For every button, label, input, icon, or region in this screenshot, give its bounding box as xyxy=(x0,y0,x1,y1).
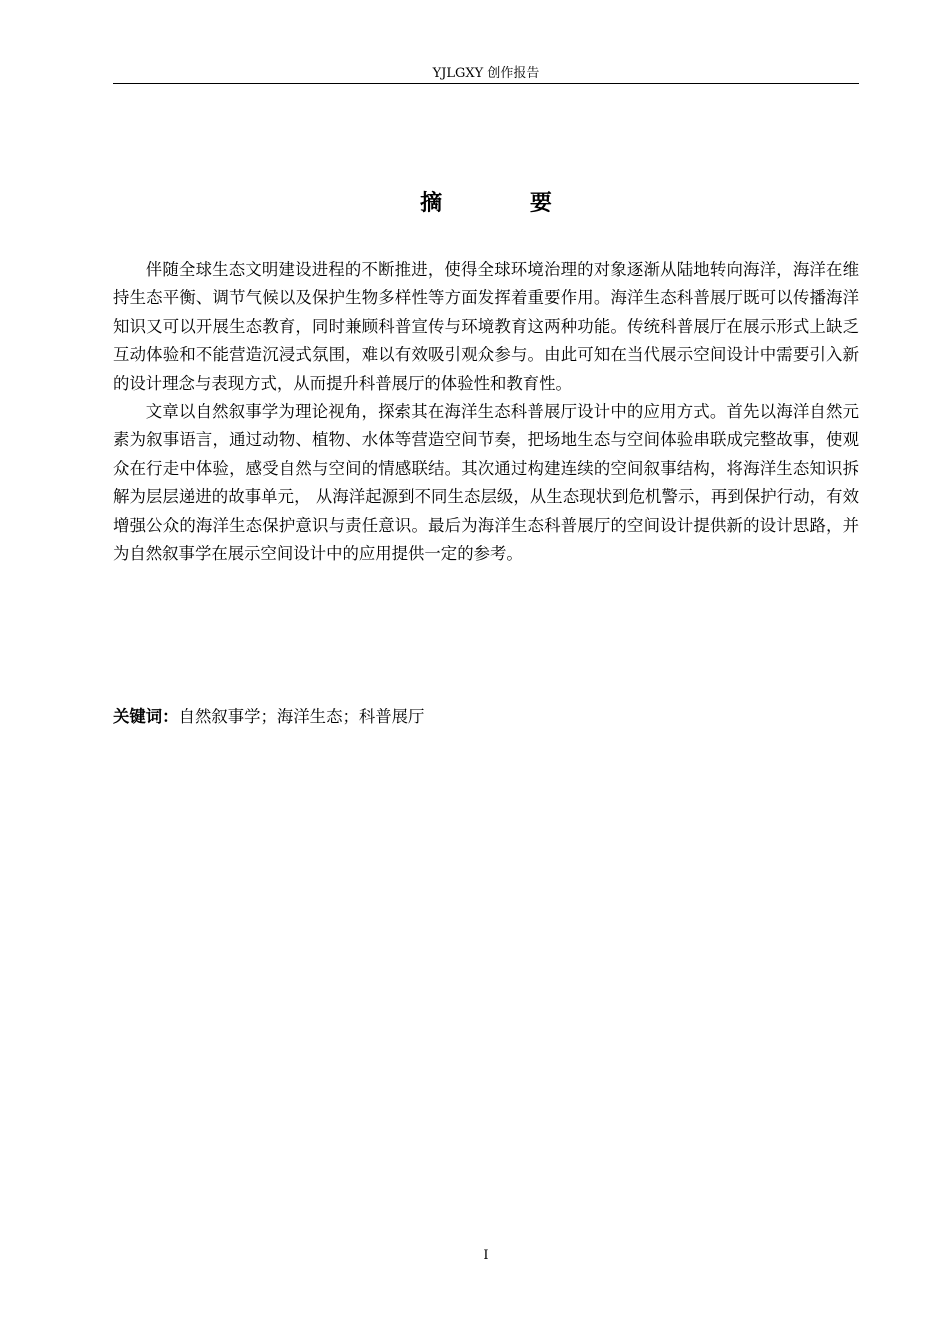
keywords-label: 关键词： xyxy=(113,707,179,726)
abstract-paragraph-1: 伴随全球生态文明建设进程的不断推进，使得全球环境治理的对象逐渐从陆地转向海洋，海洋在维持生态平衡、调节气候以及保护生物多样性等方面发挥着重要作用。海洋生态科普展厅既可以传播海洋知识又可以开展生态教育，同时兼顾科普宣传与环境教育这两种功能。传统科普展厅在展示形式上缺乏互动体验和不能营造沉浸式氛围，难以有效吸引观众参与。由此可知在当代展示空间设计中需要引入新的设计理念与表现方式，从而提升科普展厅的体验性和教育性。 xyxy=(113,260,859,393)
abstract-body xyxy=(113,256,859,568)
keywords-value: 自然叙事学；海洋生态；科普展厅 xyxy=(178,707,425,726)
page-header: YJLGXY 创作报告 xyxy=(432,66,540,81)
abstract-title: 摘 要 xyxy=(420,191,592,216)
header-rule xyxy=(113,83,859,84)
page-number: I xyxy=(483,1248,489,1263)
keywords-line xyxy=(113,703,859,731)
abstract-paragraph-2: 文章以自然叙事学为理论视角，探索其在海洋生态科普展厅设计中的应用方式。首先以海洋自然元素为叙事语言，通过动物、植物、水体等营造空间节奏，把场地生态与空间体验串联成完整故事，使观众在行走中体验，感受自然与空间的情感联结。其次通过构建连续的空间叙事结构，将海洋生态知识拆解为层层递进的故事单元， 从海洋起源到不同生态层级，从生态现状到危机警示，再到保护行动，有效增强公众的海洋生态保护意识与责任意识。最后为海洋生态科普展厅的空间设计提供新的设计思路，并为自然叙事学在展示空间设计中的应用提供一定的参考。 xyxy=(113,402,859,564)
